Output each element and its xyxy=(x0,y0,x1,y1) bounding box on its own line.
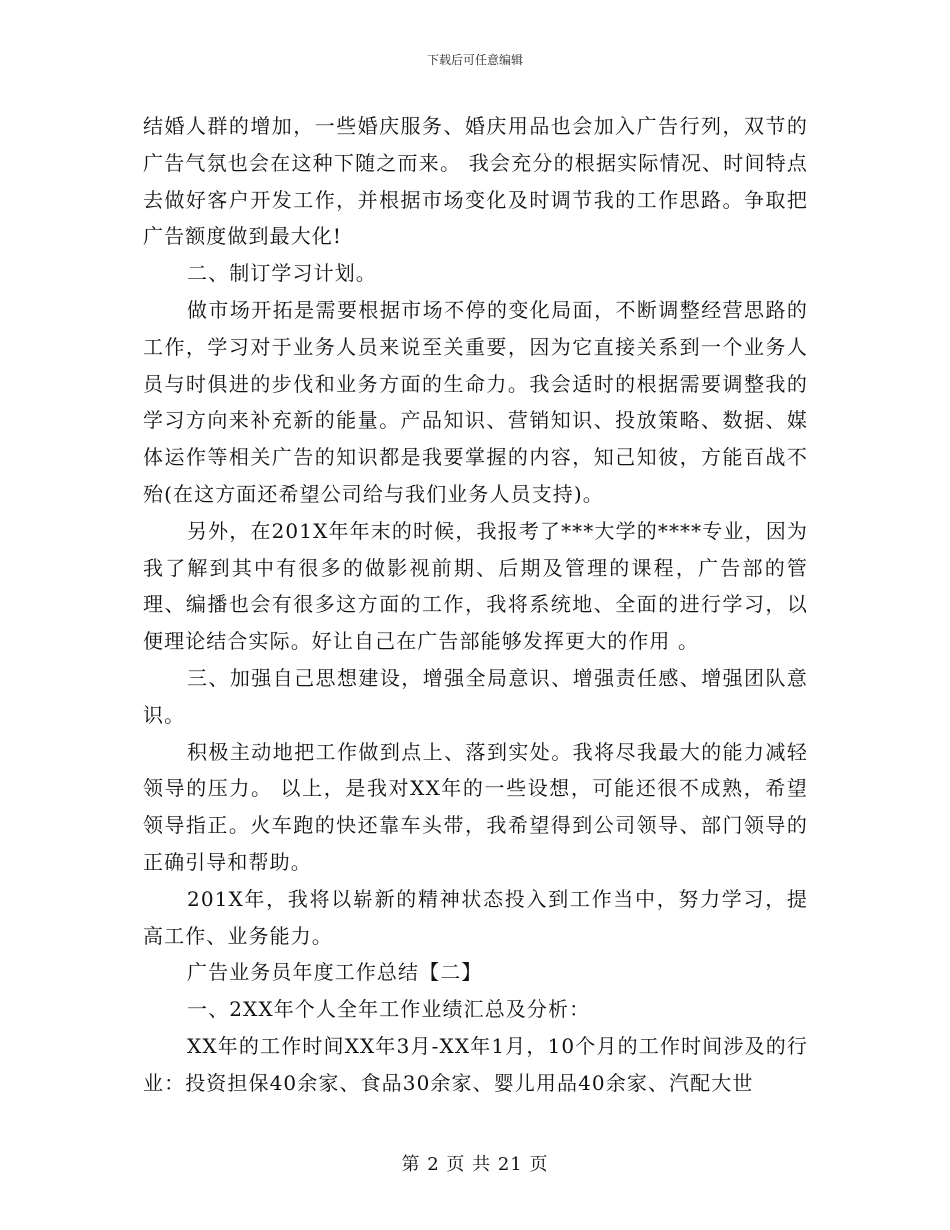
paragraph-6: 积极主动地把工作做到点上、落到实处。我将尽我最大的能力减轻领导的压力。 以上，是我对XX年的一些设想，可能还很不成熟，希望领导指正。火车跑的快还靠车头带，我希望得到公司领导、部门领导的正确引导和帮助。 xyxy=(143,739,808,874)
paragraph-5-heading: 三、加强自己思想建设，增强全局意识、增强责任感、增强团队意识。 xyxy=(143,665,808,727)
paragraph-3: 做市场开拓是需要根据市场不停的变化局面，不断调整经营思路的工作，学习对于业务人员来说至关重要，因为它直接关系到一个业务人员与时俱进的步伐和业务方面的生命力。我会适时的根据需要调整我的学习方向来补充新的能量。产品知识、营销知识、投放策略、数据、媒体运作等相关广告的知识都是我要掌握的内容，知己知彼，方能百战不殆(在这方面还希望公司给与我们业务人员支持)。 xyxy=(143,297,808,506)
page-number-footer: 第 2 页 共 21 页 xyxy=(401,1154,549,1175)
document-body xyxy=(143,108,808,1102)
paragraph-7: 201X年，我将以崭新的精神状态投入到工作当中，努力学习，提高工作、业务能力。 xyxy=(143,886,808,948)
page-header: 下载后可任意编辑 xyxy=(426,53,523,67)
paragraph-4: 另外，在201X年年末的时候，我报考了***大学的****专业，因为我了解到其中有很多的做影视前期、后期及管理的课程，广告部的管理、编播也会有很多这方面的工作，我将系统地、全面的进行学习，以便理论结合实际。好让自己在广告部能够发挥更大的作用 。 xyxy=(143,518,808,654)
paragraph-10: XX年的工作时间XX年3月-XX年1月，10个月的工作时间涉及的行业：投资担保40余家、食品30余家、婴儿用品40余家、汽配大世 xyxy=(143,1033,808,1095)
section-title: 广告业务员年度工作总结【二】 xyxy=(187,960,483,985)
paragraph-2-heading: 二、制订学习计划。 xyxy=(187,261,377,286)
paragraph-9-heading: 一、2XX年个人全年工作业绩汇总及分析： xyxy=(187,997,591,1022)
paragraph-1: 结婚人群的增加，一些婚庆服务、婚庆用品也会加入广告行列，双节的广告气氛也会在这种下随之而来。 我会充分的根据实际情况、时间特点去做好客户开发工作，并根据市场变化及时调节我的工作思路。争取把广告额度做到最大化! xyxy=(143,114,808,249)
